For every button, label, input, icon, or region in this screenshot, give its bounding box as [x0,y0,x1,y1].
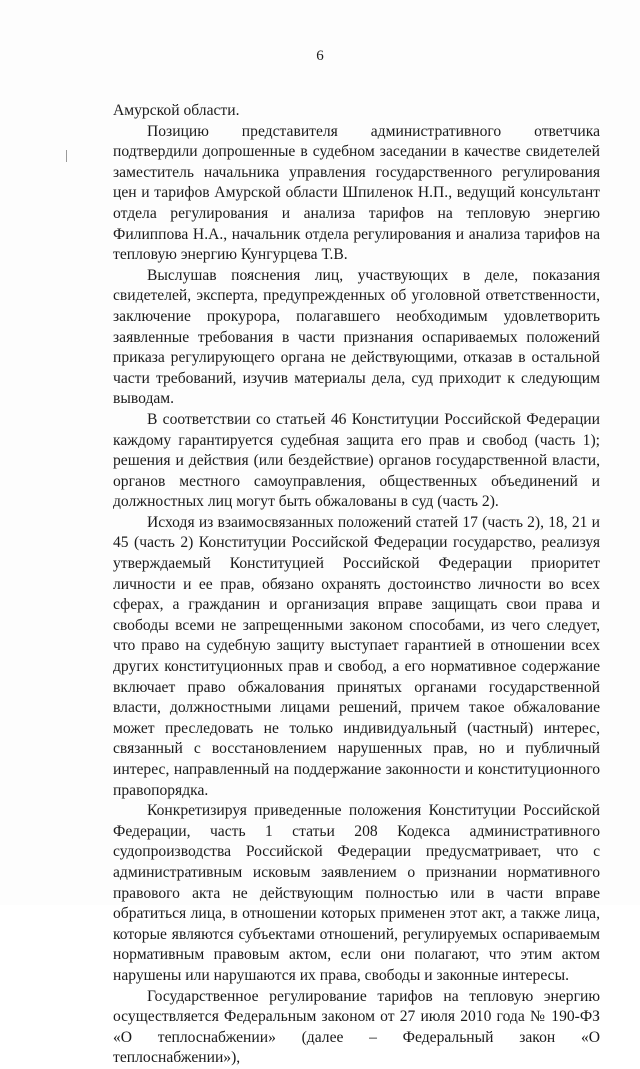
paragraph-article-208: Конкретизируя приведенные положения Конституции Российской Федерации, часть 1 статьи 208 Кодекса административного судопроизводства Российской Федерации предусматривает, что с административным исковым заявлением о признании нормативного правового акта не действующим полностью или в части вправе обратиться лица, в отношении которых применен этот акт, а также лица, которые являются субъектами отношений, регулируемых оспариваемым нормативным правовым актом, если они полагают, что этим актом нарушены или нарушаются их права, свободы и законные интересы. [113,802,600,984]
paragraph-article-46: В соответствии со статьей 46 Конституции Российской Федерации каждому гарантируется судебная защита его прав и свобод (часть 1); решения и действия (или бездействие) органов государственной власти, органов местного самоуправления, общественных объединений и должностных лиц могут быть обжалованы в суд (часть 2). [113,410,600,511]
page-number: 6 [316,48,324,64]
paragraph-witnesses: Позицию представителя административного ответчика подтвердили допрошенные в судебном заседании в качестве свидетелей заместитель начальника управления государственного регулирования цен и тарифов Амурской области Шпиленок Н.П., ведущий консультант отдела регулирования и анализа тарифов на тепловую энергию Филиппова Н.А., начальник отдела регулирования и анализа тарифов на тепловую энергию Кунгурцева Т.В. [113,122,600,264]
paragraph-constitution-articles: Исходя из взаимосвязанных положений статей 17 (часть 2), 18, 21 и 45 (часть 2) Конституции Российской Федерации государство, реализуя утверждаемый Конституцией Российской Федерации приоритет личности и ее прав, обязано охранять достоинство личности во всех сферах, а гражданин и организация вправе защищать свои права и свободы всеми не запрещенными законом способами, из чего следует, что право на судебную защиту выступает гарантией в отношении всех других конституционных прав и свобод, а его нормативное содержание включает право обжалования принятых органами государственной власти, должностными лицами решений, причем такое обжалование может преследовать не только индивидуальный (частный) интерес, связанный с восстановлением нарушенных прав, но и публичный интерес, направленный на поддержание законности и конституционного правопорядка. [113,513,600,799]
scan-artifact [66,150,67,162]
paragraph-tariff-regulation: Государственное регулирование тарифов на тепловую энергию осуществляется Федеральным законом от 27 июля 2010 года № 190-ФЗ «О теплоснабжении» (далее – Федеральный закон «О теплоснабжении»), [113,987,600,1067]
paragraph-continuation: Амурской области. [113,102,240,119]
paragraph-hearing: Выслушав пояснения лиц, участвующих в деле, показания свидетелей, эксперта, предупрежденных об уголовной ответственности, заключение прокурора, полагавшего необходимым удовлетворить заявленные требования в части признания оспариваемых положений приказа регулирующего органа не действующими, отказав в остальной части требований, изучив материалы дела, суд приходит к следующим выводам. [113,266,600,408]
document-body [113,101,600,1069]
